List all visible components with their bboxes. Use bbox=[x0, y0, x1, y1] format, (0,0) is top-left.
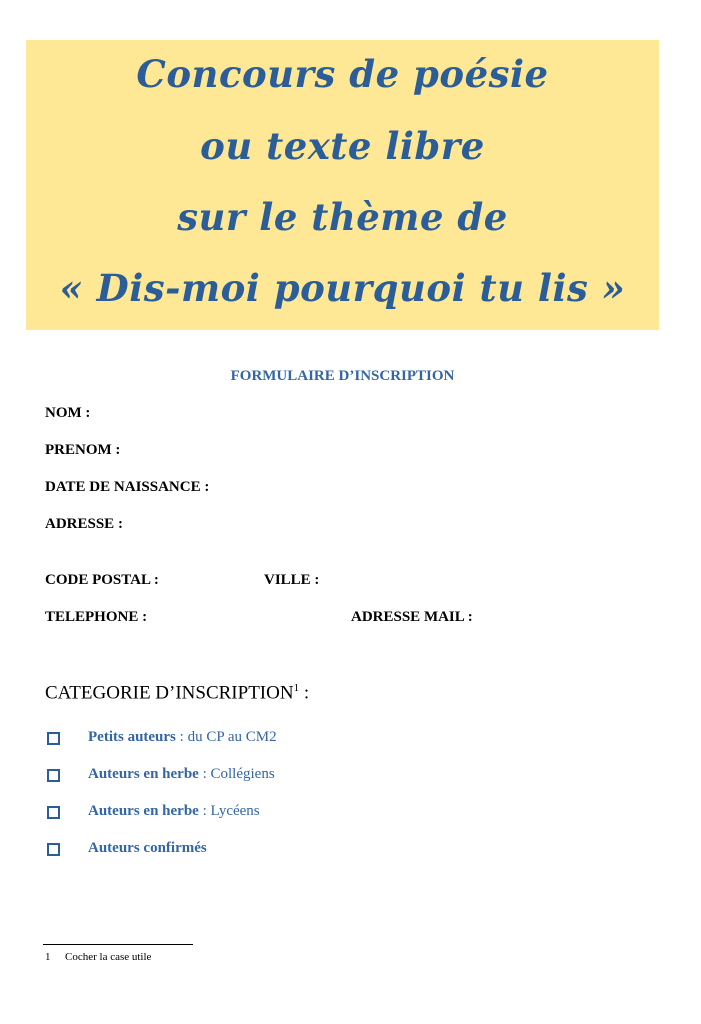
form-title: FORMULAIRE D’INSCRIPTION bbox=[230, 368, 455, 384]
category-option-label bbox=[88, 803, 260, 820]
field-nom-label: NOM : bbox=[45, 405, 91, 421]
footnote bbox=[45, 951, 151, 963]
category-name: Auteurs confirmés bbox=[88, 840, 207, 856]
checkbox-icon[interactable] bbox=[47, 806, 60, 819]
field-adresse-label: ADRESSE : bbox=[45, 516, 123, 532]
footnote-text: Cocher la case utile bbox=[65, 951, 152, 963]
category-heading-suffix: : bbox=[299, 682, 310, 704]
category-name: Petits auteurs bbox=[88, 729, 176, 745]
field-date-naissance-label: DATE DE NAISSANCE : bbox=[45, 479, 210, 495]
category-heading bbox=[45, 682, 309, 704]
category-name: Auteurs en herbe bbox=[88, 766, 199, 782]
category-detail: : Lycéens bbox=[198, 803, 260, 819]
footnote-divider bbox=[43, 944, 193, 945]
banner-line-2: ou texte libre bbox=[200, 124, 485, 168]
field-code-postal-label: CODE POSTAL : bbox=[45, 572, 159, 588]
title-banner bbox=[26, 40, 659, 330]
field-adresse-mail-label: ADRESSE MAIL : bbox=[351, 609, 473, 625]
category-name: Auteurs en herbe bbox=[88, 803, 199, 819]
banner-line-4: « Dis-moi pourquoi tu lis » bbox=[59, 266, 626, 310]
banner-line-3: sur le thème de bbox=[177, 195, 508, 239]
category-detail: : Collégiens bbox=[198, 766, 275, 782]
category-option-label bbox=[88, 766, 275, 783]
category-option-label bbox=[88, 729, 277, 746]
footnote-reference: 1 bbox=[293, 682, 300, 694]
checkbox-icon[interactable] bbox=[47, 843, 60, 856]
checkbox-icon[interactable] bbox=[47, 732, 60, 745]
category-heading-text: CATEGORIE D’INSCRIPTION bbox=[45, 682, 294, 704]
footnote-number: 1 bbox=[45, 951, 51, 963]
category-option-label bbox=[88, 840, 207, 857]
field-ville-label: VILLE : bbox=[264, 572, 320, 588]
banner-line-1: Concours de poésie bbox=[136, 52, 549, 96]
checkbox-icon[interactable] bbox=[47, 769, 60, 782]
field-prenom-label: PRENOM : bbox=[45, 442, 121, 458]
field-telephone-label: TELEPHONE : bbox=[45, 609, 148, 625]
category-detail: : du CP au CM2 bbox=[175, 729, 277, 745]
